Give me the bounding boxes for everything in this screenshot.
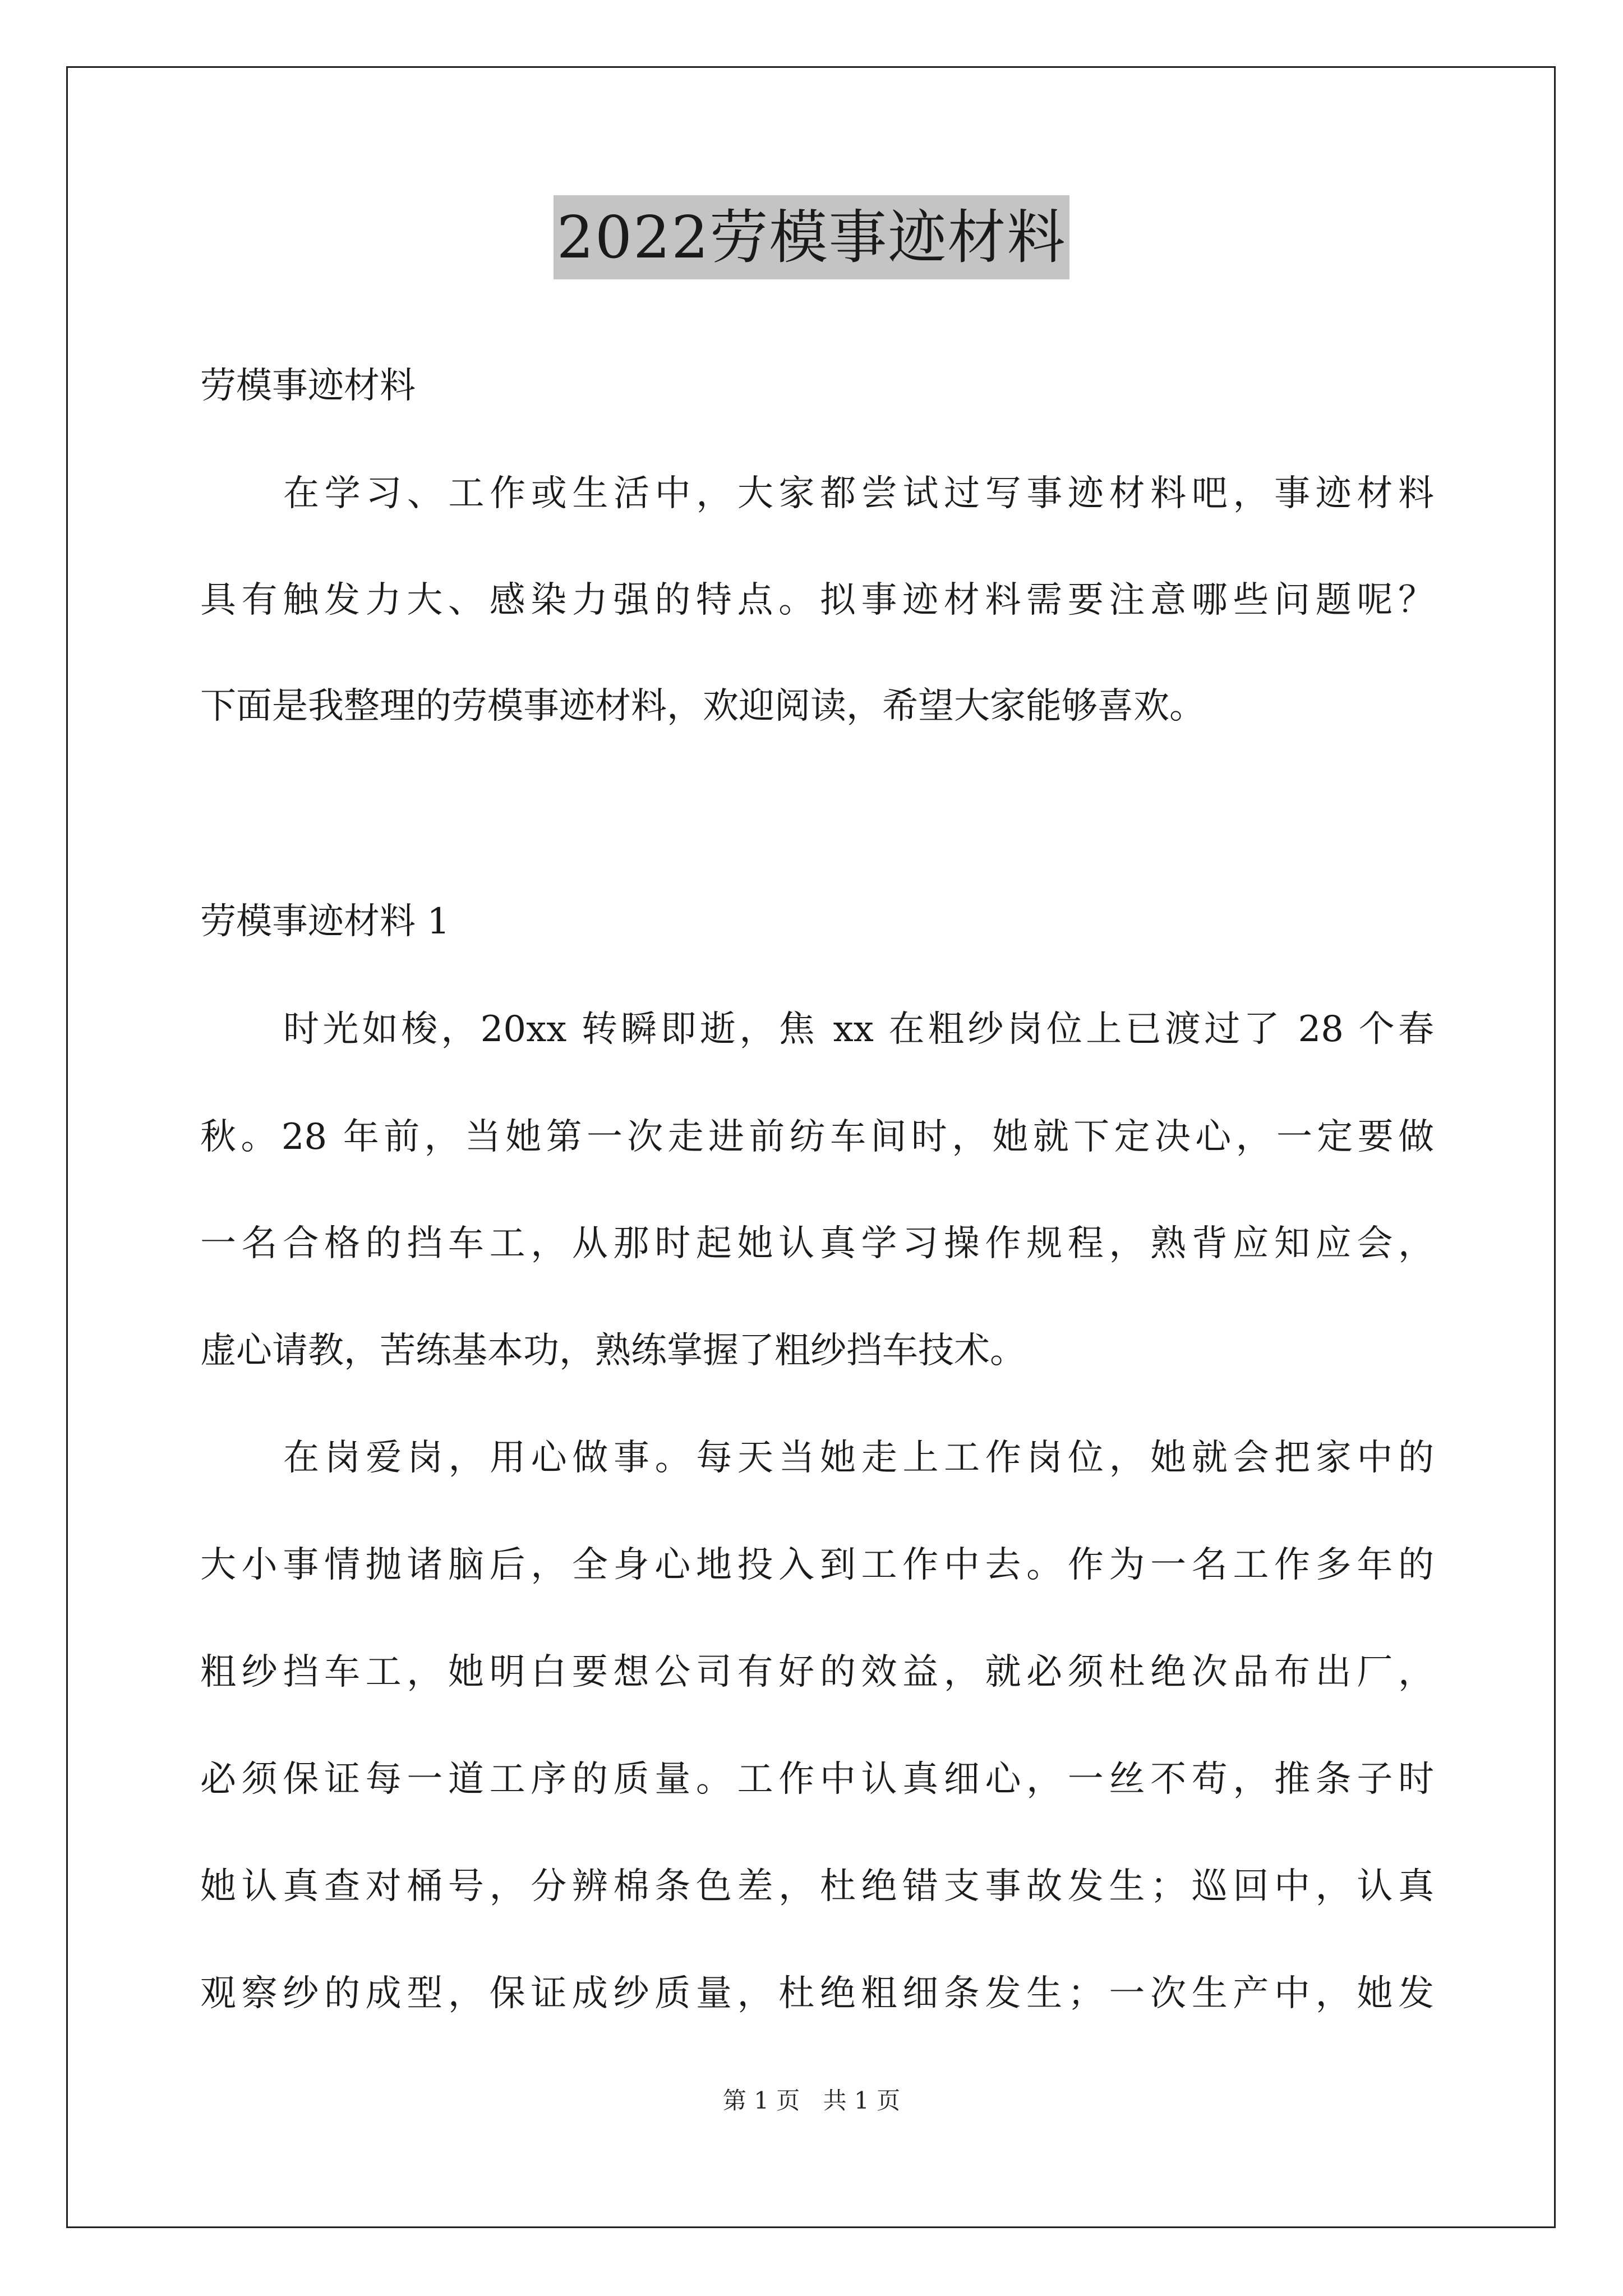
paragraph2-line-3: 粗纱挡车工，她明白要想公司有好的效益，就必须杜绝次品布出厂， (200, 1651, 1434, 1693)
document-title (0, 195, 1623, 279)
paragraph1-line-3: 一名合格的挡车工，从那时起她认真学习操作规程，熟背应知应会， (200, 1223, 1434, 1264)
intro-line-1: 在学习、工作或生活中，大家都尝试过写事迹材料吧，事迹材料 (283, 473, 1434, 514)
section-heading: 劳模事迹材料 1 (200, 901, 450, 942)
paragraph2-line-2: 大小事情抛诸脑后，全身心地投入到工作中去。作为一名工作多年的 (200, 1544, 1434, 1586)
page-number-label: 第 1 页 (722, 2087, 800, 2114)
paragraph2-line-4: 必须保证每一道工序的质量。工作中认真细心，一丝不苟，推条子时 (200, 1759, 1434, 1800)
document-title-text: 2022劳模事迹材料 (554, 195, 1070, 279)
document-subtitle: 劳模事迹材料 (200, 365, 416, 407)
paragraph2-line-6: 观察纱的成型，保证成纱质量，杜绝粗细条发生；一次生产中，她发 (200, 1973, 1434, 2014)
page-footer (0, 2084, 1623, 2118)
paragraph2-line-1: 在岗爱岗，用心做事。每天当她走上工作岗位，她就会把家中的 (283, 1437, 1434, 1479)
paragraph2-line-5: 她认真查对桶号，分辨棉条色差，杜绝错支事故发生；巡回中，认真 (200, 1866, 1434, 1907)
page-total-label: 共 1 页 (823, 2087, 901, 2114)
paragraph1-line-4: 虚心请教，苦练基本功，熟练掌握了粗纱挡车技术。 (200, 1330, 1026, 1372)
paragraph1-line-1: 时光如梭，20xx 转瞬即逝，焦 xx 在粗纱岗位上已渡过了 28 个春 (283, 1009, 1434, 1050)
intro-line-3: 下面是我整理的劳模事迹材料，欢迎阅读，希望大家能够喜欢。 (200, 685, 1205, 727)
intro-line-2: 具有触发力大、感染力强的特点。拟事迹材料需要注意哪些问题呢？ (200, 579, 1434, 621)
paragraph1-line-2: 秋。28 年前，当她第一次走进前纺车间时，她就下定决心，一定要做 (200, 1116, 1434, 1158)
